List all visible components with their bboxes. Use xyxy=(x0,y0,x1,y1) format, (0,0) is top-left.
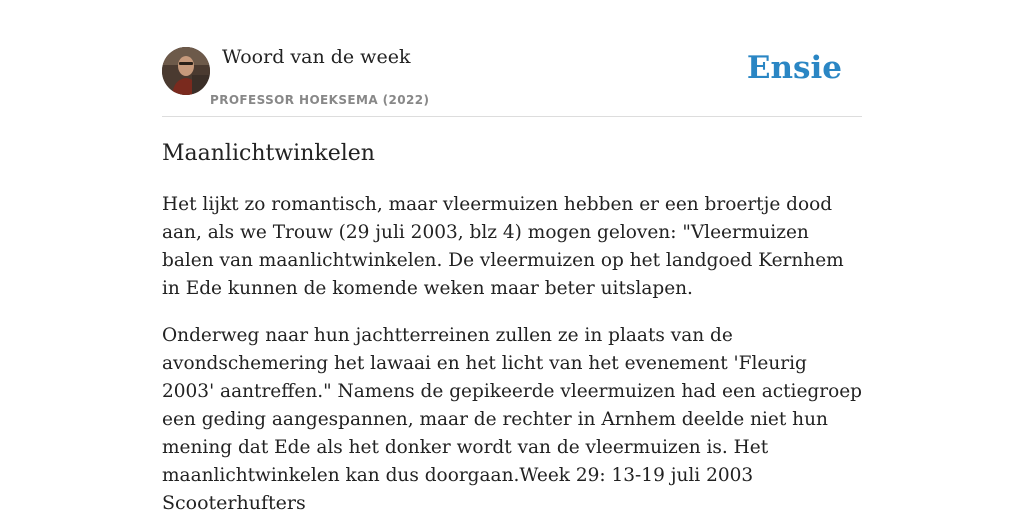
entry-content xyxy=(162,138,862,509)
author-name[interactable]: PROFESSOR HOEKSEMA (2022) xyxy=(210,93,430,107)
entry-title: Maanlichtwinkelen xyxy=(162,141,375,166)
header xyxy=(162,0,862,117)
entry-paragraph: Het lijkt zo romantisch, maar vleermuizen hebben er een broertje dood aan, als we Trouw (29 juli 2003, blz 4) mogen geloven: "Vleermuizen balen van maanlichtwinkelen. De vleermuizen op het landgoed Kernhem in Ede kunnen de komende weken maar beter uitslapen. xyxy=(162,194,844,299)
series-title[interactable]: Woord van de week xyxy=(222,46,411,68)
author-photo-icon xyxy=(162,47,210,95)
next-entry-title[interactable]: Scooterhufters xyxy=(162,492,306,512)
ensie-logo[interactable]: Ensie xyxy=(746,50,842,86)
author-avatar[interactable] xyxy=(162,47,210,95)
article-container xyxy=(162,0,863,512)
entry-paragraph: Onderweg naar hun jachtterreinen zullen ze in plaats van de avondschemering het lawaai en het licht van het evenement 'Fleurig 2003' aantreffen." Namens de gepikeerde vleermuizen had een actiegroep een geding aangespannen, maar de rechter in Arnhem deelde niet hun mening dat Ede als het donker wordt van de vleermuizen is. Het maanlichtwinkelen kan dus doorgaan.Week 29: 13-19 juli 2003 xyxy=(162,325,863,486)
